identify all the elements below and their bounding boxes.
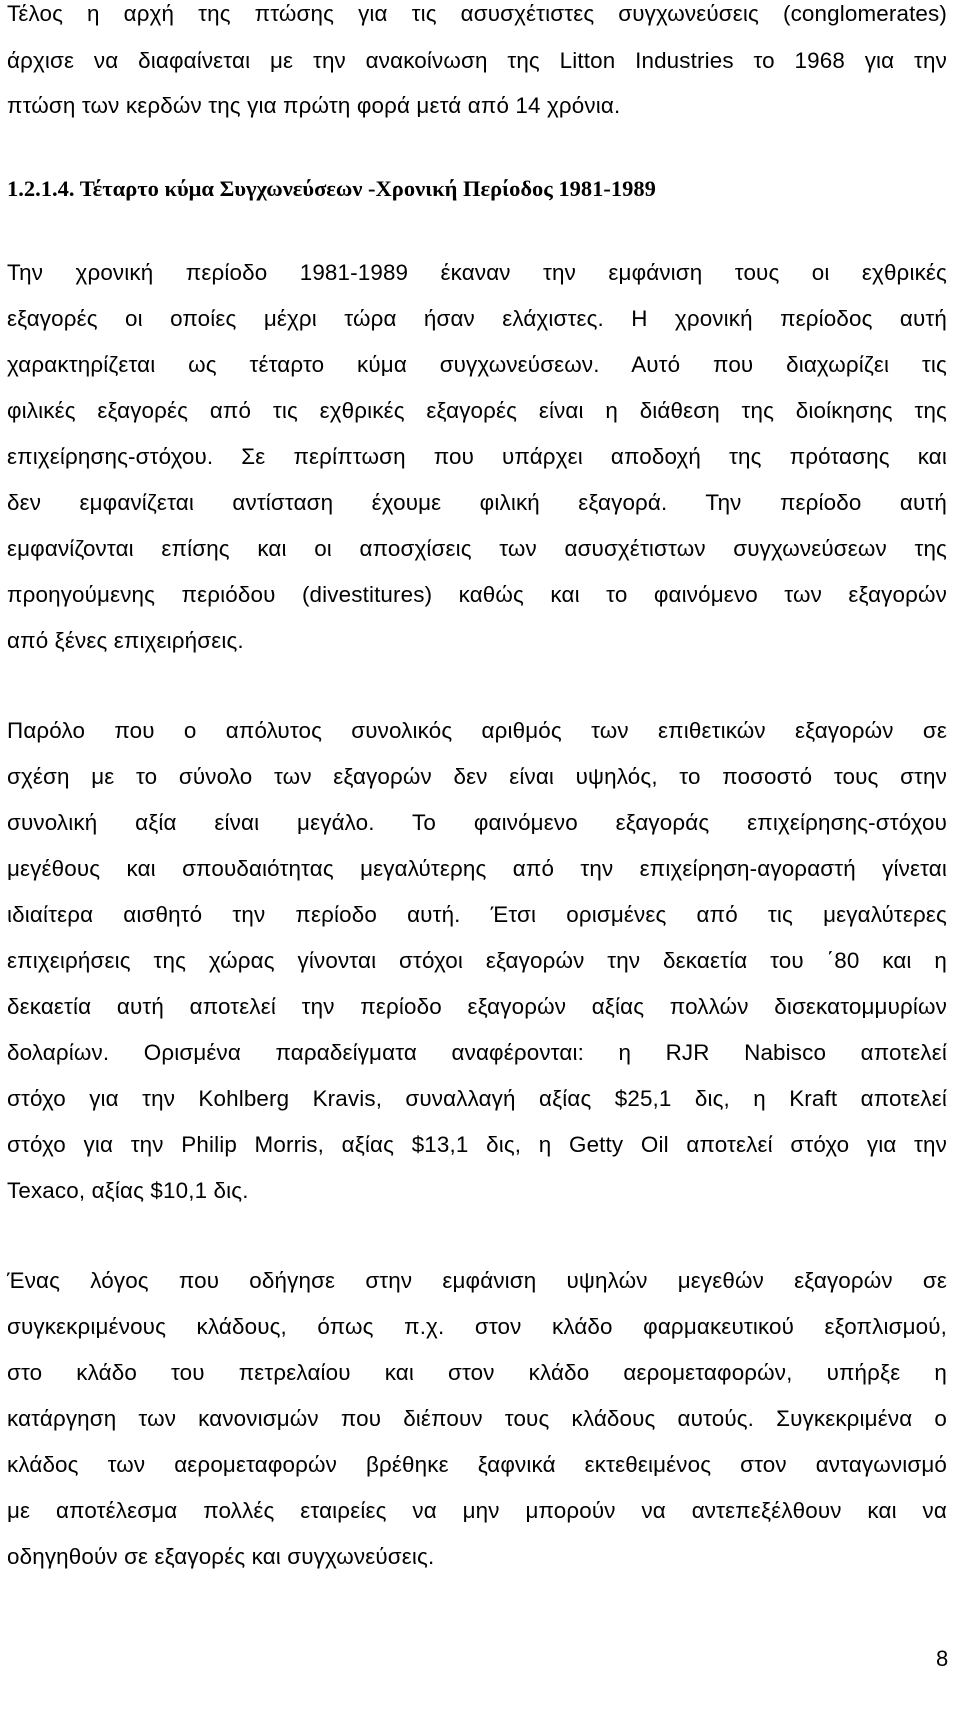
paragraph-2-line: δεν εμφανίζεται αντίσταση έχουμε φιλική εξαγορά. Την περίοδο αυτή <box>7 490 947 515</box>
paragraph-2-line: από ξένες επιχειρήσεις. <box>7 628 244 653</box>
paragraph-4-line: κλάδος των αερομεταφορών βρέθηκε ξαφνικά εκτεθειμένος στον ανταγωνισμό <box>7 1452 947 1477</box>
section-heading: 1.2.1.4. Τέταρτο κύμα Συγχωνεύσεων -Χρονική Περίοδος 1981-1989 <box>7 176 656 201</box>
paragraph-3-line: σχέση με το σύνολο των εξαγορών δεν είναι υψηλός, το ποσοστό τους στην <box>7 764 947 789</box>
paragraph-2-line: προηγούμενης περιόδου (divestitures) καθώς και το φαινόμενο των εξαγορών <box>7 582 947 607</box>
paragraph-2-line: επιχείρησης-στόχου. Σε περίπτωση που υπάρχει αποδοχή της πρότασης και <box>7 444 947 469</box>
paragraph-4-line: κατάργηση των κανονισμών που διέπουν τους κλάδους αυτούς. Συγκεκριμένα ο <box>7 1406 947 1431</box>
paragraph-2-line: Την χρονική περίοδο 1981-1989 έκαναν την εμφάνιση τους οι εχθρικές <box>7 260 947 285</box>
paragraph-4-line: οδηγηθούν σε εξαγορές και συγχωνεύσεις. <box>7 1544 435 1569</box>
paragraph-3-line: επιχειρήσεις της χώρας γίνονται στόχοι εξαγορών την δεκαετία του ΄80 και η <box>7 948 947 973</box>
page-number: 8 <box>936 1646 949 1671</box>
paragraph-3-line: μεγέθους και σπουδαιότητας μεγαλύτερης από την επιχείρηση-αγοραστή γίνεται <box>7 856 947 881</box>
paragraph-1-line: πτώση των κερδών της για πρώτη φορά μετά από 14 χρόνια. <box>7 93 621 118</box>
paragraph-3-line: ιδιαίτερα αισθητό την περίοδο αυτή. Έτσι ορισμένες από τις μεγαλύτερες <box>7 902 947 927</box>
paragraph-3-line: Παρόλο που ο απόλυτος συνολικός αριθμός των επιθετικών εξαγορών σε <box>7 718 947 743</box>
paragraph-3-line: δολαρίων. Ορισμένα παραδείγματα αναφέρονται: η RJR Nabisco αποτελεί <box>7 1040 947 1065</box>
paragraph-1-line: άρχισε να διαφαίνεται με την ανακοίνωση της Litton Industries το 1968 για την <box>7 48 947 73</box>
paragraph-2-line: εμφανίζονται επίσης και οι αποσχίσεις των ασυσχέτιστων συγχωνεύσεων της <box>7 536 947 561</box>
paragraph-3-line: στόχο για την Kohlberg Kravis, συναλλαγή αξίας $25,1 δις, η Kraft αποτελεί <box>7 1086 947 1111</box>
paragraph-4-line: στο κλάδο του πετρελαίου και στον κλάδο αερομεταφορών, υπήρξε η <box>7 1360 947 1385</box>
paragraph-2-line: χαρακτηρίζεται ως τέταρτο κύμα συγχωνεύσεων. Αυτό που διαχωρίζει τις <box>7 352 947 377</box>
paragraph-3-line: δεκαετία αυτή αποτελεί την περίοδο εξαγορών αξίας πολλών δισεκατομμυρίων <box>7 994 947 1019</box>
paragraph-3-line: Texaco, αξίας $10,1 δις. <box>7 1178 249 1203</box>
paragraph-4-line: με αποτέλεσμα πολλές εταιρείες να μην μπορούν να αντεπεξέλθουν και να <box>7 1498 947 1523</box>
paragraph-2-line: φιλικές εξαγορές από τις εχθρικές εξαγορές είναι η διάθεση της διοίκησης της <box>7 398 947 423</box>
paragraph-4-line: συγκεκριμένους κλάδους, όπως π.χ. στον κλάδο φαρμακευτικού εξοπλισμού, <box>7 1314 947 1339</box>
paragraph-3-line: συνολική αξία είναι μεγάλο. Το φαινόμενο εξαγοράς επιχείρησης-στόχου <box>7 810 947 835</box>
paragraph-4-line: Ένας λόγος που οδήγησε στην εμφάνιση υψηλών μεγεθών εξαγορών σε <box>7 1268 947 1293</box>
paragraph-1-line: Τέλος η αρχή της πτώσης για τις ασυσχέτιστες συγχωνεύσεις (conglomerates) <box>7 1 947 26</box>
paragraph-3-line: στόχο για την Philip Morris, αξίας $13,1 δις, η Getty Oil αποτελεί στόχο για την <box>7 1132 947 1157</box>
paragraph-2-line: εξαγορές οι οποίες μέχρι τώρα ήσαν ελάχιστες. Η χρονική περίοδος αυτή <box>7 306 947 331</box>
